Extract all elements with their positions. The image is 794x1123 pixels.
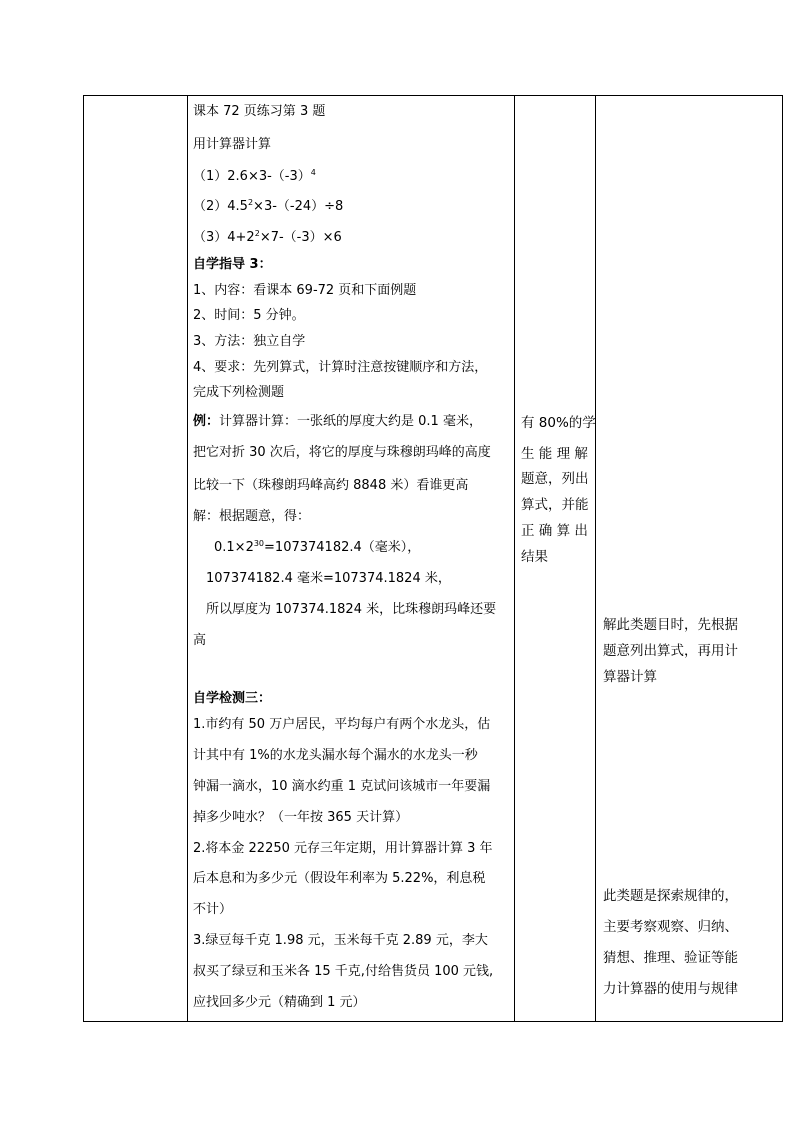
note-2-line: 主要考察观察、归纳、 bbox=[603, 919, 738, 935]
notes-column bbox=[596, 96, 782, 1021]
example-conclusion: 所以厚度为 107374.1824 米，比珠穆朗玛峰还要 bbox=[206, 602, 497, 617]
student-column bbox=[515, 96, 595, 1021]
main-content-column bbox=[188, 96, 514, 1021]
check3-line: 后本息和为多少元（假设年利率为 5.22%，利息税 bbox=[193, 871, 486, 886]
problem-3: $(3)4+2^2\times 7-(-3)\times 6$ bbox=[193, 229, 342, 245]
guide3-item: 3、方法：独立自学 bbox=[193, 334, 306, 349]
check3-line: 1.市约有 50 万户居民，平均每户有两个水龙头，估 bbox=[193, 717, 491, 732]
calc-instruction: 用计算器计算 bbox=[193, 137, 272, 152]
student-note-line: 题意，列出 bbox=[521, 471, 589, 487]
example-line: 把它对折 30 次后，将它的厚度与珠穆朗玛峰的高度 bbox=[193, 445, 491, 460]
check3-line: 不计） bbox=[193, 902, 233, 917]
check3-line: 应找回多少元（精确到 1 元） bbox=[193, 995, 366, 1010]
note-2-line: 此类题是探索规律的， bbox=[603, 888, 738, 904]
example-line: 解：根据题意，得： bbox=[193, 509, 311, 524]
example-conclusion: 高 bbox=[193, 633, 207, 648]
note-1-line: 题意列出算式，再用计 bbox=[603, 643, 738, 659]
guide3-item: 1、内容：看课本 69-72 页和下面例题 bbox=[193, 283, 417, 298]
check3-line: 叔买了绿豆和玉米各 15 千克,付给售货员 100 元钱, bbox=[193, 964, 494, 979]
example-calc-1: $0.1\times 2^{30}=107374182.4$（毫米）， bbox=[214, 539, 421, 555]
problem-2: $(2)4.5^2\times 3-(-24)\div 8$ bbox=[193, 198, 344, 214]
guide3-item: 完成下列检测题 bbox=[193, 385, 285, 400]
example-calc-2: 107374182.4 毫米=107374.1824 米， bbox=[206, 571, 451, 586]
note-2-line: 力计算器的使用与规律 bbox=[603, 981, 738, 997]
check3-line: 计其中有 1%的水龙头漏水每个漏水的水龙头一秒 bbox=[193, 748, 478, 763]
check3-line: 掉多少吨水？（一年按 365 天计算） bbox=[193, 810, 409, 825]
example-label: 例： bbox=[193, 414, 220, 429]
problem-1: $(1)2.6\times 3-(-3)^4$ bbox=[193, 168, 316, 184]
check3-line: 3.绿豆每千克 1.98 元，玉米每千克 2.89 元，李大 bbox=[193, 933, 488, 948]
student-note-line: 有 80%的学 bbox=[521, 415, 596, 431]
note-1-line: 解此类题目时，先根据 bbox=[603, 617, 738, 633]
note-2-line: 猜想、推理、验证等能 bbox=[603, 950, 738, 966]
check3-line: 钟漏一滴水，10 滴水约重 1 克试问该城市一年要漏 bbox=[193, 779, 491, 794]
student-note-line: 正 确 算 出 bbox=[521, 523, 588, 539]
exercise-ref: 课本 72 页练习第 3 题 bbox=[193, 104, 326, 119]
student-note-line: 算式，并能 bbox=[521, 497, 589, 513]
student-note-line: 结果 bbox=[521, 549, 548, 565]
example-line: 例：计算器计算：一张纸的厚度大约是 0.1 毫米， bbox=[193, 414, 482, 429]
guide3-item: 4、要求：先列算式，计算时注意按键顺序和方法， bbox=[193, 360, 488, 375]
check3-line: 2.将本金 22250 元存三年定期，用计算器计算 3 年 bbox=[193, 841, 493, 856]
example-line: 比较一下（珠穆朗玛峰高约 8848 米）看谁更高 bbox=[193, 478, 469, 493]
lesson-table bbox=[83, 95, 783, 1022]
student-note-line: 生 能 理 解 bbox=[521, 446, 588, 462]
check3-heading: 自学检测三： bbox=[193, 691, 272, 706]
note-1-line: 算器计算 bbox=[603, 669, 657, 685]
guide3-heading: 自学指导 3： bbox=[193, 257, 272, 272]
guide3-item: 2、时间：5 分钟。 bbox=[193, 308, 305, 323]
stage-column bbox=[84, 96, 187, 1021]
